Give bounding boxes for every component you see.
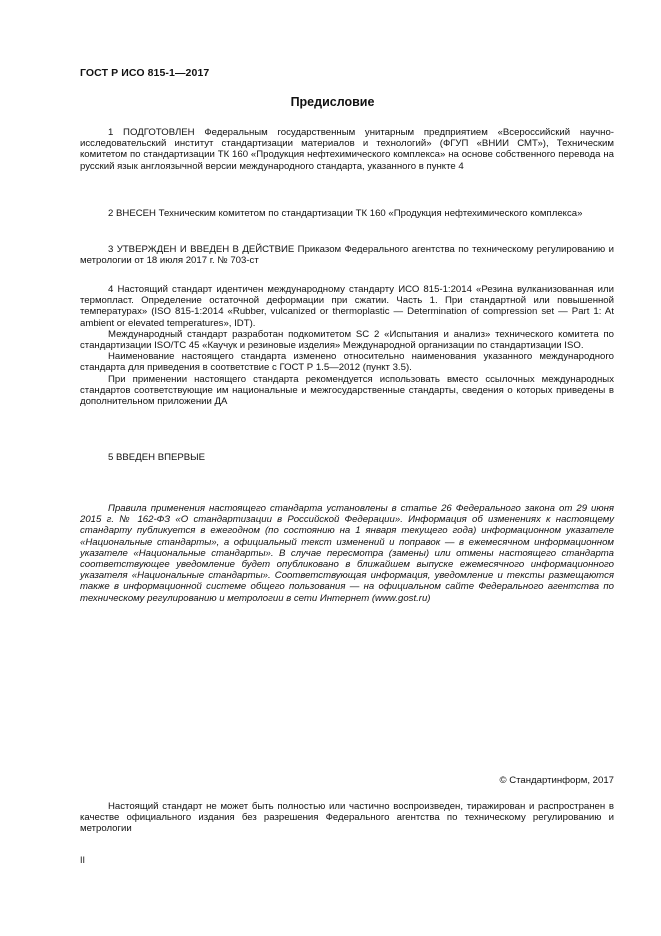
section-1-text: 1 ПОДГОТОВЛЕН Федеральным государственным унитарным предприятием «Всероссийский научно-исследовательский институт стандартизации материалов и технологий» (ФГУП «ВНИИ СМТ»), Техническим комитетом по стандартизации ТК 160 «Продукция нефтехимического комплекса» на основе собственного перевода на русский язык англоязычной версии международного стандарта, указанного в пункте 4 xyxy=(80,127,614,172)
section-3 xyxy=(80,244,614,266)
application-rules-text: Правила применения настоящего стандарта установлены в статье 26 Федерального закона от 29 июня 2015 г. № 162-ФЗ «О стандартизации в Российской Федерации». Информация об изменениях к настоящему стандарту публикуется в ежегодном (по состоянию на 1 января текущего года) информационном указателе «Национальные стандарты», а официальный текст изменений и поправок — в ежемесячном информационном указателе «Национальные стандарты». В случае пересмотра (замены) или отмены настоящего стандарта соответствующее уведомление будет опубликовано в ближайшем выпуске ежемесячного информационного указателя «Национальные стандарты». Соответствующая информация, уведомление и тексты размещаются также в информационной системе общего пользования — на официальном сайте Федерального агентства по техническому регулированию и метрологии в сети Интернет (www.gost.ru) xyxy=(80,503,614,604)
section-5-text: 5 ВВЕДЕН ВПЕРВЫЕ xyxy=(108,452,206,463)
page-title: Предисловие xyxy=(290,95,375,109)
section-2 xyxy=(80,208,614,219)
section-2-text: 2 ВНЕСЕН Техническим комитетом по стандартизации ТК 160 «Продукция нефтехимического комплекса» xyxy=(108,208,583,219)
document-designation: ГОСТ Р ИСО 815-1—2017 xyxy=(80,67,210,79)
section-1 xyxy=(80,127,614,172)
section-5 xyxy=(80,452,614,463)
reproduction-notice-text: Настоящий стандарт не может быть полностью или частично воспроизведен, тиражирован и распространен в качестве официального издания без разрешения Федерального агентства по техническому регулированию и метрологии xyxy=(80,801,614,835)
section-4-paragraph-1: 4 Настоящий стандарт идентичен международному стандарту ИСО 815-1:2014 «Резина вулканизованная или термопласт. Определение остаточной деформации при сжатии. Часть 1. При стандартной или повышенной температурах» (ISO 815-1:2014 «Rubber, vulcanized or thermoplastic — Determination of compression set — Part 1: At ambient or elevated temperatures», IDT). xyxy=(80,284,614,329)
section-4-paragraph-4: При применении настоящего стандарта рекомендуется использовать вместо ссылочных международных стандартов соответствующие им национальные и межгосударственные стандарты, сведения о которых приведены в дополнительном приложении ДА xyxy=(80,373,614,408)
reproduction-notice xyxy=(80,801,614,835)
copyright: © Стандартинформ, 2017 xyxy=(499,775,614,786)
section-4-paragraph-3: Наименование настоящего стандарта изменено относительно наименования указанного международного стандарта для приведения в соответствие с ГОСТ Р 1.5—2012 (пункт 3.5). xyxy=(80,351,614,374)
section-3-text: 3 УТВЕРЖДЕН И ВВЕДЕН В ДЕЙСТВИЕ Приказом Федерального агентства по техническому регулированию и метрологии от 18 июля 2017 г. № 703-ст xyxy=(80,244,614,267)
application-rules-notice xyxy=(80,503,614,604)
section-4-paragraph-2: Международный стандарт разработан подкомитетом SC 2 «Испытания и анализ» технического комитета по стандартизации ISO/TC 45 «Каучук и резиновые изделия» Международной организации по стандартизации ISO. xyxy=(80,328,614,352)
page-number: II xyxy=(80,855,86,865)
section-4 xyxy=(80,284,614,407)
